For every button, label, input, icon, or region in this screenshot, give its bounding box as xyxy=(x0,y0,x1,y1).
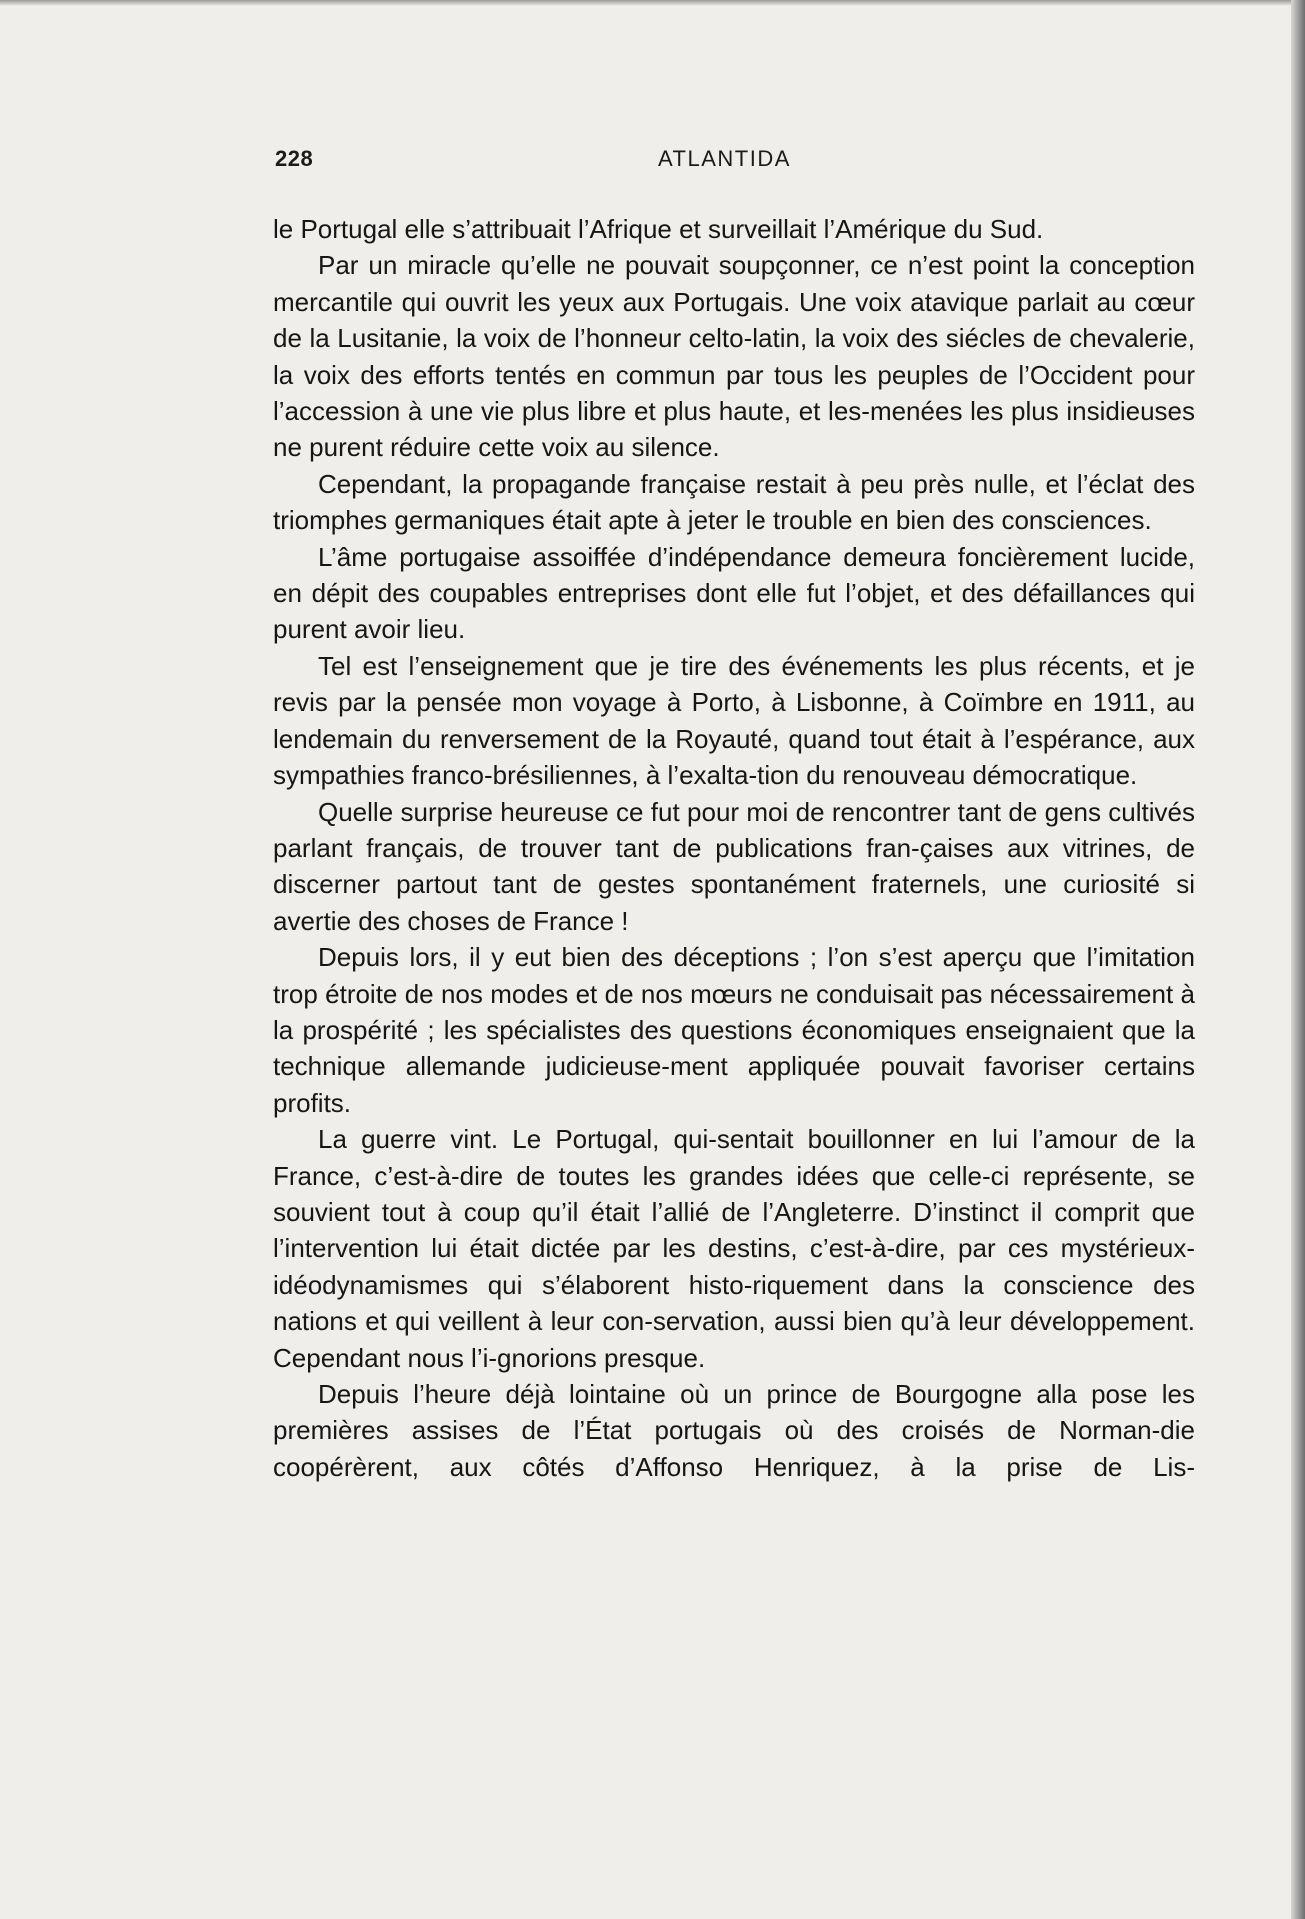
paragraph: Par un miracle qu’elle ne pouvait soupçonner, ce n’est point la conception mercantile qui ouvrit les yeux aux Portugais. Une voix atavique parlait au cœur de la Lusitanie, la voix de l’honneur celto-latin, la voix des siécles de chevalerie, la voix des efforts tentés en commun par tous les peuples de l’Occident pour l’accession à une vie plus libre et plus haute, et les-menées les plus insidieuses ne purent réduire cette voix au silence. xyxy=(273,250,1195,463)
page-top-shadow xyxy=(0,0,1305,6)
running-title: ATLANTIDA xyxy=(658,146,791,171)
page-number: 228 xyxy=(275,146,314,171)
paragraph: Cependant, la propagande française restait à peu près nulle, et l’éclat des triomphes germaniques était apte à jeter le trouble en bien des consciences. xyxy=(273,468,1195,536)
paragraph: le Portugal elle s’attribuait l’Afrique et surveillait l’Amérique du Sud. xyxy=(273,214,1044,244)
paragraph: Depuis lors, il y eut bien des déceptions ; l’on s’est aperçu que l’imitation trop étroite de nos modes et de nos mœurs ne conduisait pas nécessairement à la prospérité ; les spécialistes des questions économiques enseignaient que la technique allemande judicieuse-ment appliquée pouvait favoriser certains profits. xyxy=(273,942,1195,1118)
page-right-shadow xyxy=(1291,0,1305,1919)
paragraph: L’âme portugaise assoiffée d’indépendance demeura foncièrement lucide, en dépit des coupables entreprises dont elle fut l’objet, et des défaillances qui purent avoir lieu. xyxy=(273,541,1195,645)
paragraph: Tel est l’enseignement que je tire des événements les plus récents, et je revis par la pensée mon voyage à Porto, à Lisbonne, à Coïmbre en 1911, au lendemain du renversement de la Royauté, quand tout était à l’espérance, aux sympathies franco-brésiliennes, à l’exalta-tion du renouveau démocratique. xyxy=(273,650,1195,791)
paragraph: Quelle surprise heureuse ce fut pour moi de rencontrer tant de gens cultivés parlant français, de trouver tant de publications fran-çaises aux vitrines, de discerner partout tant de gestes spontanément fraternels, une curiosité si avertie des choses de France ! xyxy=(273,796,1195,936)
running-header xyxy=(275,146,1195,176)
paragraph: Depuis l’heure déjà lointaine où un prince de Bourgogne alla pose les premières assises de l’État portugais où des croisés de Norman-die coopérèrent, aux côtés d’Affonso Henriquez, à la prise de Lis- xyxy=(273,1379,1195,1482)
paragraph: La guerre vint. Le Portugal, qui-sentait bouillonner en lui l’amour de la France, c’est-à-dire de toutes les grandes idées que celle-ci représente, se souvient tout à coup qu’il était l’allié de l’Angleterre. D’instinct il comprit que l’intervention lui était dictée par les destins, c’est-à-dire, par ces mystérieux-idéodynamismes qui s’élaborent histo-riquement dans la conscience des nations et qui veillent à leur con-servation, aussi bien qu’à leur développement. Cependant nous l’i-gnorions presque. xyxy=(273,1124,1195,1373)
body-text xyxy=(273,211,1195,1485)
